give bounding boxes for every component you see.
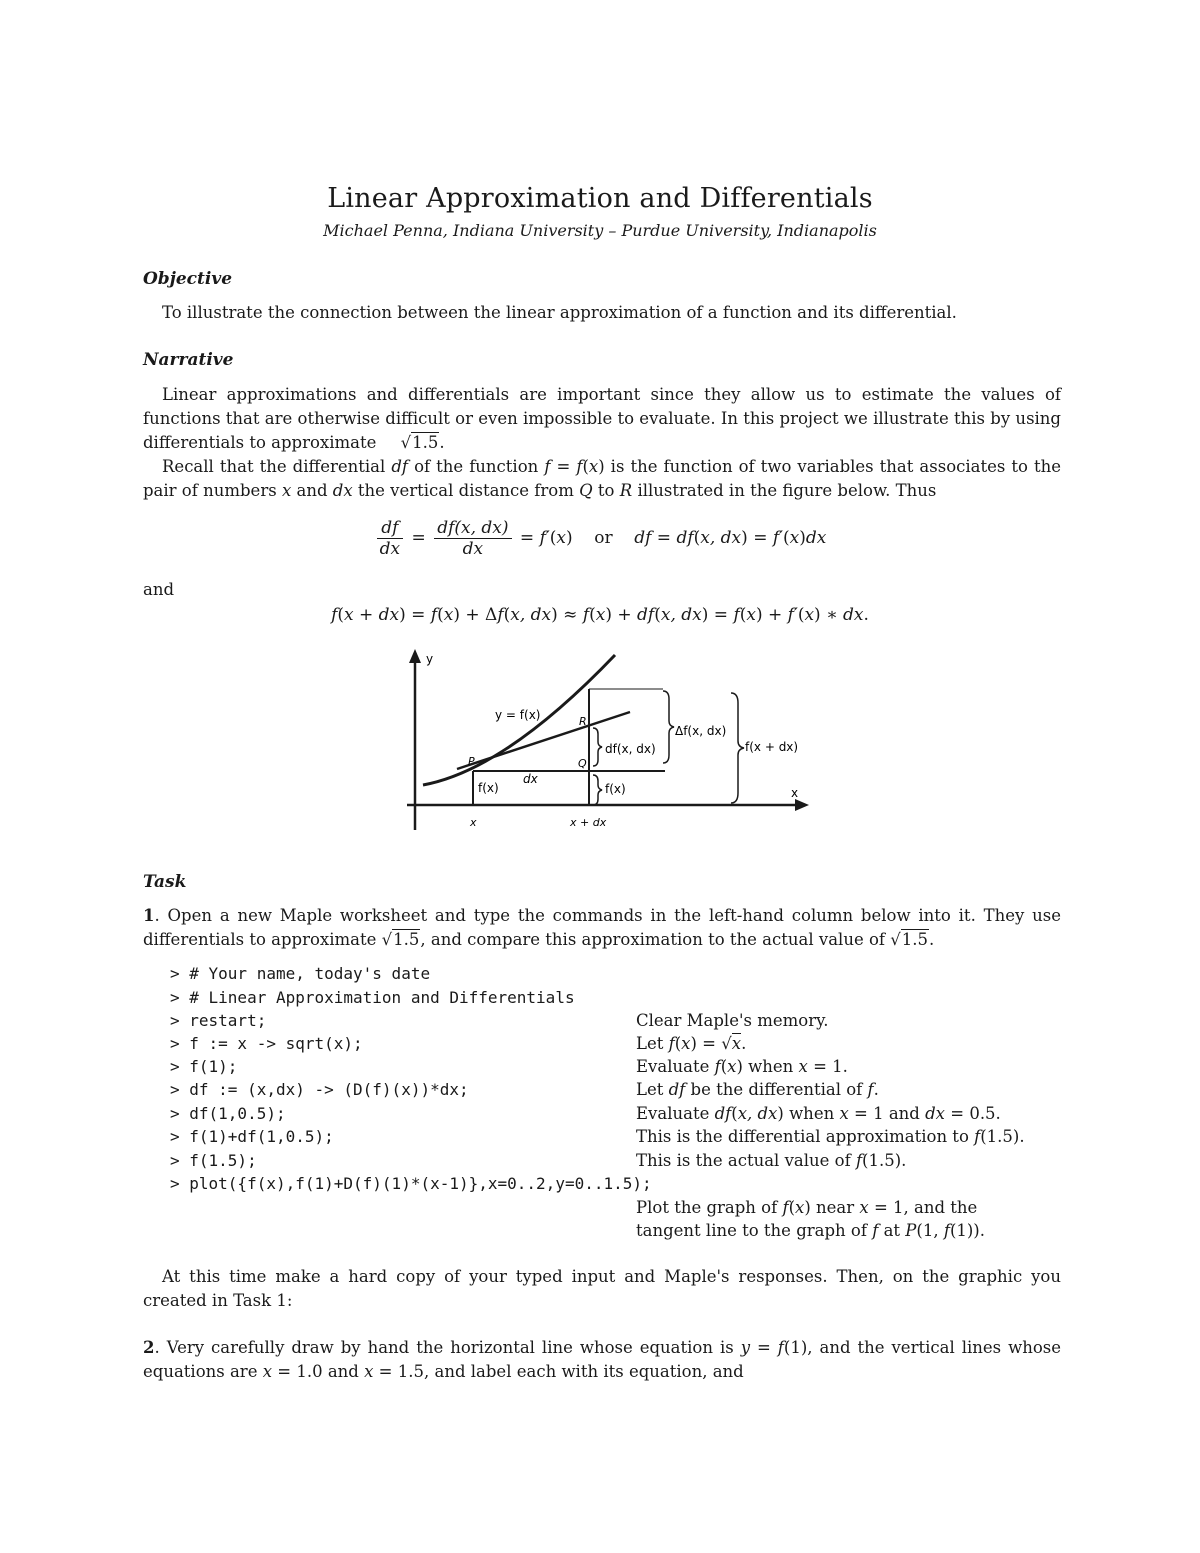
sqrt-radicand: 1.5 (412, 433, 439, 452)
point-r-label: R (579, 715, 587, 728)
narrative-heading: Narrative (143, 350, 234, 370)
desc-evaldf-b: when (789, 1104, 835, 1123)
desc-actual-text: This is the actual value of (636, 1151, 851, 1170)
point-q-label: Q (578, 757, 587, 770)
desc-differential-approx: This is the differential approximation to f(1.5). (636, 1127, 1025, 1146)
p2-text-e: the vertical distance from (357, 481, 574, 500)
fxdx-label: f(x + dx) (745, 740, 799, 754)
delta-f-brace (663, 691, 674, 763)
desc-plot-line-2: tangent line to the graph of f at P(1, f(1)). (636, 1221, 985, 1240)
desc-plot-2a: tangent line to the graph of (636, 1221, 867, 1240)
task-2-number: 2 (143, 1338, 155, 1357)
task-2-text-d: , and label each with its equation, and (424, 1362, 744, 1381)
maple-command-3: > restart; (170, 1011, 267, 1030)
p2-text-f: to (597, 481, 615, 500)
p2-text-c: is the function of two variables that associates to the pair of numbers (143, 457, 1062, 500)
task-2-text: 2. Very carefully draw by hand the horizontal line whose equation is y = f(1), and the vertical lines whose equations are x = 1.0 and x = 1.5, and label each with its equation, and (143, 1338, 1061, 1381)
desc-eval-a: Evaluate (636, 1057, 710, 1076)
equation-approximation: f(x + dx) = f(x) + Δf(x, dx) ≈ f(x) + df(x, dx) = f(x) + f′(x) ∗ dx. (331, 605, 869, 625)
desc-letdf-a: Let (636, 1080, 664, 1099)
tick-xdx-label: x + dx (570, 816, 607, 829)
maple-command-2: > # Linear Approximation and Differentials (170, 988, 575, 1007)
maple-command-1: > # Your name, today's date (170, 964, 431, 983)
task-1-text-a: . Open a new Maple worksheet and type the commands in the left-hand column below into it. They use differentials to approximate (143, 906, 1061, 949)
task-2-text-a: . Very carefully draw by hand the horizontal line whose equation is (154, 1338, 734, 1357)
desc-let-df: Let df be the differential of f. (636, 1080, 879, 1099)
y-axis-label: y (426, 652, 434, 666)
task-1-number: 1 (143, 906, 155, 925)
desc-evaldf-c: and (888, 1104, 920, 1123)
objective-paragraph: To illustrate the connection between the linear approximation of a function and its differential. (162, 303, 957, 322)
desc-eval-b: when (748, 1057, 794, 1076)
dx-label: dx (523, 772, 538, 786)
desc-letdf-b: be the differential of (690, 1080, 863, 1099)
desc-eval-f1: Evaluate f(x) when x = 1. (636, 1057, 848, 1076)
desc-evaldf-a: Evaluate (636, 1104, 710, 1123)
desc-diff-text: This is the differential approximation to (636, 1127, 969, 1146)
differential-figure (395, 645, 820, 835)
x-axis-label: x (791, 786, 799, 800)
tick-x-label: x (470, 816, 477, 829)
maple-command-10: > plot({f(x),f(1)+D(f)(1)*(x-1)},x=0..2,y=0..1.5); (170, 1174, 652, 1193)
sqrt-radicand-b: 1.5 (901, 930, 929, 949)
page-title: Linear Approximation and Differentials (327, 183, 873, 214)
sqrt-expression-task-b: √1.5 (890, 930, 929, 949)
desc-plot-line-1: Plot the graph of f(x) near x = 1, and the (636, 1198, 978, 1217)
desc-let-a: Let (636, 1034, 664, 1053)
task-1-text: 1. Open a new Maple worksheet and type the commands in the left-hand column below into it. They use differentials to approximate √1.5, and compare this approximation to the actual value of √1.5. (143, 904, 1061, 952)
desc-restart: Clear Maple's memory. (636, 1011, 829, 1030)
after-task-paragraph (143, 1265, 1061, 1313)
narrative-paragraph-1: Linear approximations and differentials are important since they allow us to estimate the values of functions that are otherwise difficult or even impossible to evaluate. In this project we illustrate this by using differentials to approximate √1.5. Recall that the differential df of the function f = f(x) is the function of two variables that associates to the pair of numbers x and dx the vertical distance from Q to R illustrated in the figure below. Thus (143, 385, 1062, 500)
fxdx-brace (731, 693, 744, 803)
objective-heading: Objective (143, 269, 233, 289)
desc-actual-value: This is the actual value of f(1.5). (636, 1151, 907, 1170)
delta-f-label: Δf(x, dx) (675, 724, 727, 738)
or-label: or (594, 528, 613, 548)
point-p-label: P (468, 755, 475, 768)
df-brace (593, 728, 602, 766)
sqrt-expression-task-a: √1.5 (381, 930, 420, 949)
desc-eval-df: Evaluate df(x, dx) when x = 1 and dx = 0.5. (636, 1104, 1001, 1123)
x-axis-arrow (795, 799, 809, 811)
task-2-text-b: , and the vertical lines whose equations are (143, 1338, 1061, 1381)
maple-command-5: > f(1); (170, 1057, 238, 1076)
objective-text (143, 301, 1061, 325)
after-task-text: At this time make a hard copy of your typed input and Maple's responses. Then, on the graphic you created in Task 1: (143, 1267, 1061, 1310)
task-2-text-c: and (327, 1362, 359, 1381)
desc-plot-1c: , and the (903, 1198, 978, 1217)
fx-right-label: f(x) (605, 782, 626, 796)
p2-text-b: of the function (414, 457, 539, 476)
and-label: and (143, 580, 175, 599)
maple-command-8: > f(1)+df(1,0.5); (170, 1127, 334, 1146)
sqrt-radicand-a: 1.5 (393, 930, 420, 949)
df-label: df(x, dx) (605, 742, 656, 756)
p2-text-a: Recall that the differential (162, 457, 386, 476)
desc-plot-2b: at (883, 1221, 901, 1240)
fx-left-label: f(x) (478, 781, 499, 795)
maple-command-7: > df(1,0.5); (170, 1104, 286, 1123)
maple-command-9: > f(1.5); (170, 1151, 257, 1170)
maple-command-6: > df := (x,dx) -> (D(f)(x))*dx; (170, 1080, 469, 1099)
p2-text-g: illustrated in the figure below. Thus (637, 481, 937, 500)
curve-label: y = f(x) (495, 708, 541, 722)
desc-let-f: Let f(x) = √x. (636, 1034, 747, 1053)
narrative-p1-text: Linear approximations and differentials are important since they allow us to estimate the values of functions that are otherwise difficult or even impossible to evaluate. In this project we illustrate this by using differentials to approximate (143, 385, 1061, 452)
maple-command-4: > f := x -> sqrt(x); (170, 1034, 363, 1053)
y-axis-arrow (409, 649, 421, 663)
sqrt-expression: √1.5 (400, 433, 439, 452)
task-heading: Task (143, 872, 187, 892)
equation-derivative: $\frac{df}{dx}$ = $\frac{df(x, dx)}{dx}$ = f′(x) or df = df(x, dx) = f′(x)dx (0, 518, 1200, 559)
p2-text-d: and (296, 481, 328, 500)
author-line: Michael Penna, Indiana University – Purdue University, Indianapolis (323, 221, 877, 240)
task-1-text-b: , and compare this approximation to the actual value of (420, 930, 885, 949)
fx-brace (593, 775, 602, 805)
desc-plot-1a: Plot the graph of (636, 1198, 778, 1217)
desc-plot-1b: near (816, 1198, 855, 1217)
